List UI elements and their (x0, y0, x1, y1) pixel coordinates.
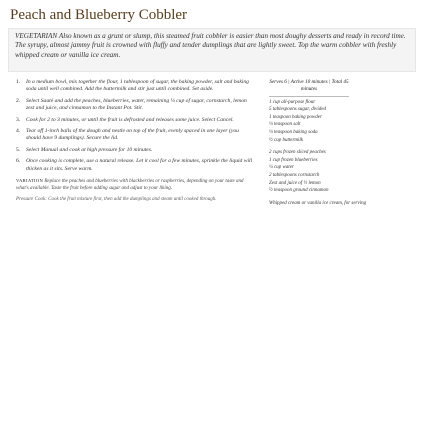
step-number: 3. (16, 116, 21, 123)
ingredient-item: ½ teaspoon ground cinnamon (269, 188, 329, 194)
variation-note (16, 178, 253, 192)
recipe-intro-text: VEGETARIAN Also known as a grunt or slump, this steamed fruit cobbler is easier than most doughy desserts and ready in record time. The syrupy, almost jammy fruit is crowned with fluffy and tender dumplings that are lightly sweet. Top the warm cobbler with freshly whipped cream or vanilla ice cream. (15, 32, 406, 59)
step-item (16, 79, 253, 94)
step-number: 2. (16, 97, 21, 104)
variation-text: Replace the peaches and blueberries with blackberries or raspberries, depending on your taste and what's available. Taste the fruit before adding sugar and adjust to your liking. (16, 179, 244, 191)
divider (269, 96, 349, 97)
step-number: 6. (16, 158, 21, 165)
steps-column (8, 79, 253, 209)
step-text: Select Sauté and add the peaches, blueberries, water, remaining ¼ cup of sugar, cornstarch, lemon zest and juice, and cinnamon to the Instant Pot. Stir. (26, 97, 247, 112)
ingredient-item: ¼ teaspoon baking soda (269, 129, 318, 135)
step-text: Select Manual and cook at high pressure for 10 minutes. (26, 146, 153, 153)
step-text: Tear off 1-inch balls of the dough and nestle on top of the fruit, evenly spaced in one layer (you should have 9 dumplings). Secure the lid. (26, 128, 239, 142)
variation-label: VARIATION (16, 178, 44, 184)
ingredients-column (253, 79, 403, 209)
ingredient-item: 1 cup frozen blueberries (269, 157, 318, 163)
step-text: Once cooking is complete, use a natural release. Let it cool for a few minutes, sprinkle the liquid will thicken as it sits. Serve warm. (26, 158, 253, 172)
step-text: Cook for 2 to 3 minutes, or until the fruit is defrosted and releases some juice. Select Cancel. (26, 116, 234, 123)
ingredient-item: 2 tablespoons cornstarch (269, 172, 320, 178)
step-item (16, 147, 253, 154)
ingredient-item: 1 cup all-purpose flour (269, 99, 316, 105)
step-text: In a medium bowl, mix together the flour, 1 tablespoon of sugar, the baking powder, salt and baking soda until well combined. Add the buttermilk and stir just until combined. Set aside. (26, 79, 249, 93)
step-item (16, 117, 253, 124)
step-number: 1. (16, 79, 21, 85)
recipe-intro-box (8, 28, 416, 72)
ingredient-item: ½ cup buttermilk (269, 137, 304, 143)
step-number: 4. (16, 128, 21, 135)
recipe-title: Peach and Blueberry Cobbler (10, 7, 188, 23)
ingredient-item: 5 tablespoons sugar, divided (269, 107, 326, 113)
ingredient-item: 1 teaspoon baking powder (269, 114, 322, 120)
ingredient-item: 2 cups frozen sliced peaches (269, 150, 326, 156)
meta-line: Serves 6 | Active 10 minutes | Total 45 minutes (269, 79, 349, 92)
step-item (16, 128, 253, 143)
tip-note (16, 197, 253, 204)
ingredient-item: Zest and juice of ½ lemon (269, 180, 321, 186)
step-item (16, 158, 253, 173)
tip-text: Pressure Cook: Cook the fruit mixture first, then add the dumplings and steam until cooked through. (16, 197, 217, 203)
ingredient-item: ¼ cup water (269, 165, 294, 171)
recipe-body (8, 79, 416, 209)
ingredient-item: Whipped cream or vanilla ice cream, for serving (269, 200, 367, 206)
ingredient-item: ¼ teaspoon salt (269, 122, 301, 128)
step-number: 5. (16, 146, 21, 153)
step-item (16, 98, 253, 113)
